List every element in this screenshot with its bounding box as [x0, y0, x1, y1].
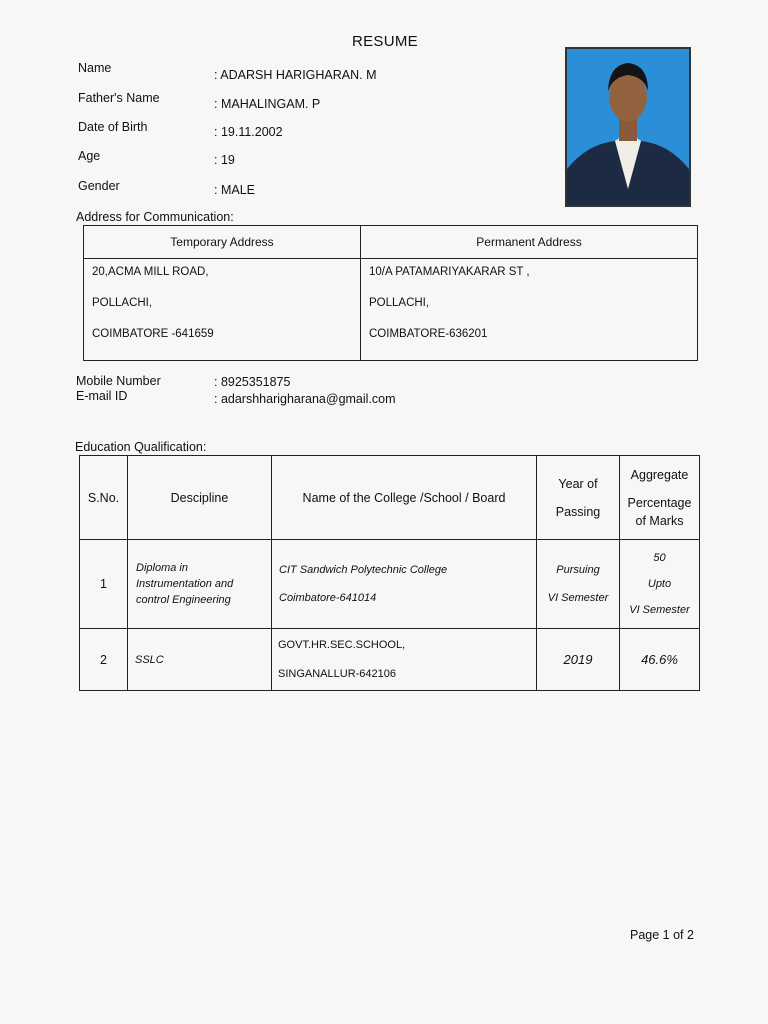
year-line: VI Semester	[547, 592, 609, 604]
father-name-label: Father's Name	[78, 91, 160, 105]
address-heading: Address for Communication:	[76, 210, 234, 224]
page-number: Page 1 of 2	[630, 928, 694, 942]
temporary-address-line: POLLACHI,	[92, 297, 153, 309]
table-row	[80, 629, 700, 691]
permanent-address-cell	[361, 259, 698, 361]
college-line: GOVT.HR.SEC.SCHOOL,	[278, 639, 406, 651]
sno-cell: 2	[80, 629, 128, 691]
aggregate-header-line: of Marks	[635, 513, 684, 528]
marks-line: VI Semester	[629, 604, 690, 616]
year-header-line: Passing	[555, 504, 601, 519]
college-line: Coimbatore-641014	[279, 592, 377, 604]
college-line: SINGANALLUR-642106	[278, 668, 397, 680]
aggregate-header-line: Aggregate	[630, 467, 689, 482]
temporary-address-cell	[84, 259, 361, 361]
education-table	[79, 455, 700, 691]
year-header-line: Year of	[558, 476, 598, 491]
age-value: : 19	[214, 153, 235, 167]
gender-label: Gender	[78, 179, 120, 193]
email-value: : adarshharigharana@gmail.com	[214, 392, 396, 406]
aggregate-header-line: Percentage	[627, 495, 692, 510]
father-name-value: : MAHALINGAM. P	[214, 97, 321, 111]
permanent-address-header: Permanent Address	[361, 226, 698, 259]
email-label: E-mail ID	[76, 389, 128, 403]
education-heading: Education Qualification:	[75, 440, 207, 454]
marks-line: Upto	[647, 578, 672, 590]
discipline-cell: SSLC	[128, 629, 272, 691]
college-line: CIT Sandwich Polytechnic College	[279, 564, 448, 576]
temporary-address-line: COIMBATORE -641659	[92, 328, 214, 340]
name-value: : ADARSH HARIGHARAN. M	[214, 68, 377, 82]
permanent-address-line: 10/A PATAMARIYAKARAR ST ,	[369, 266, 530, 278]
temporary-address-header: Temporary Address	[84, 226, 361, 259]
year-cell: 2019	[537, 629, 620, 691]
college-cell	[272, 629, 537, 691]
discipline-header: Descipline	[128, 456, 272, 540]
dob-label: Date of Birth	[78, 120, 148, 134]
mobile-label: Mobile Number	[76, 374, 161, 388]
year-header	[537, 456, 620, 540]
marks-cell: 46.6%	[620, 629, 700, 691]
marks-cell	[620, 540, 700, 629]
discipline-line: control Engineering	[136, 594, 231, 606]
temporary-address-line: 20,ACMA MILL ROAD,	[92, 266, 209, 278]
discipline-cell	[128, 540, 272, 629]
year-line: Pursuing	[556, 564, 600, 576]
address-table	[83, 225, 698, 361]
college-header: Name of the College /School / Board	[272, 456, 537, 540]
profile-photo	[565, 47, 691, 207]
college-cell	[272, 540, 537, 629]
year-cell	[537, 540, 620, 629]
aggregate-header	[620, 456, 700, 540]
permanent-address-line: POLLACHI,	[369, 297, 430, 309]
gender-value: : MALE	[214, 183, 255, 197]
permanent-address-line: COIMBATORE-636201	[369, 328, 488, 340]
marks-line: 50	[653, 552, 666, 564]
name-label: Name	[78, 61, 112, 75]
age-label: Age	[78, 149, 101, 163]
discipline-line: Instrumentation and	[136, 578, 234, 590]
sno-cell: 1	[80, 540, 128, 629]
dob-value: : 19.11.2002	[214, 125, 283, 139]
sno-header: S.No.	[80, 456, 128, 540]
mobile-value: : 8925351875	[214, 375, 291, 389]
table-row	[80, 540, 700, 629]
discipline-line: Diploma in	[136, 562, 188, 574]
page-title: RESUME	[352, 33, 418, 50]
